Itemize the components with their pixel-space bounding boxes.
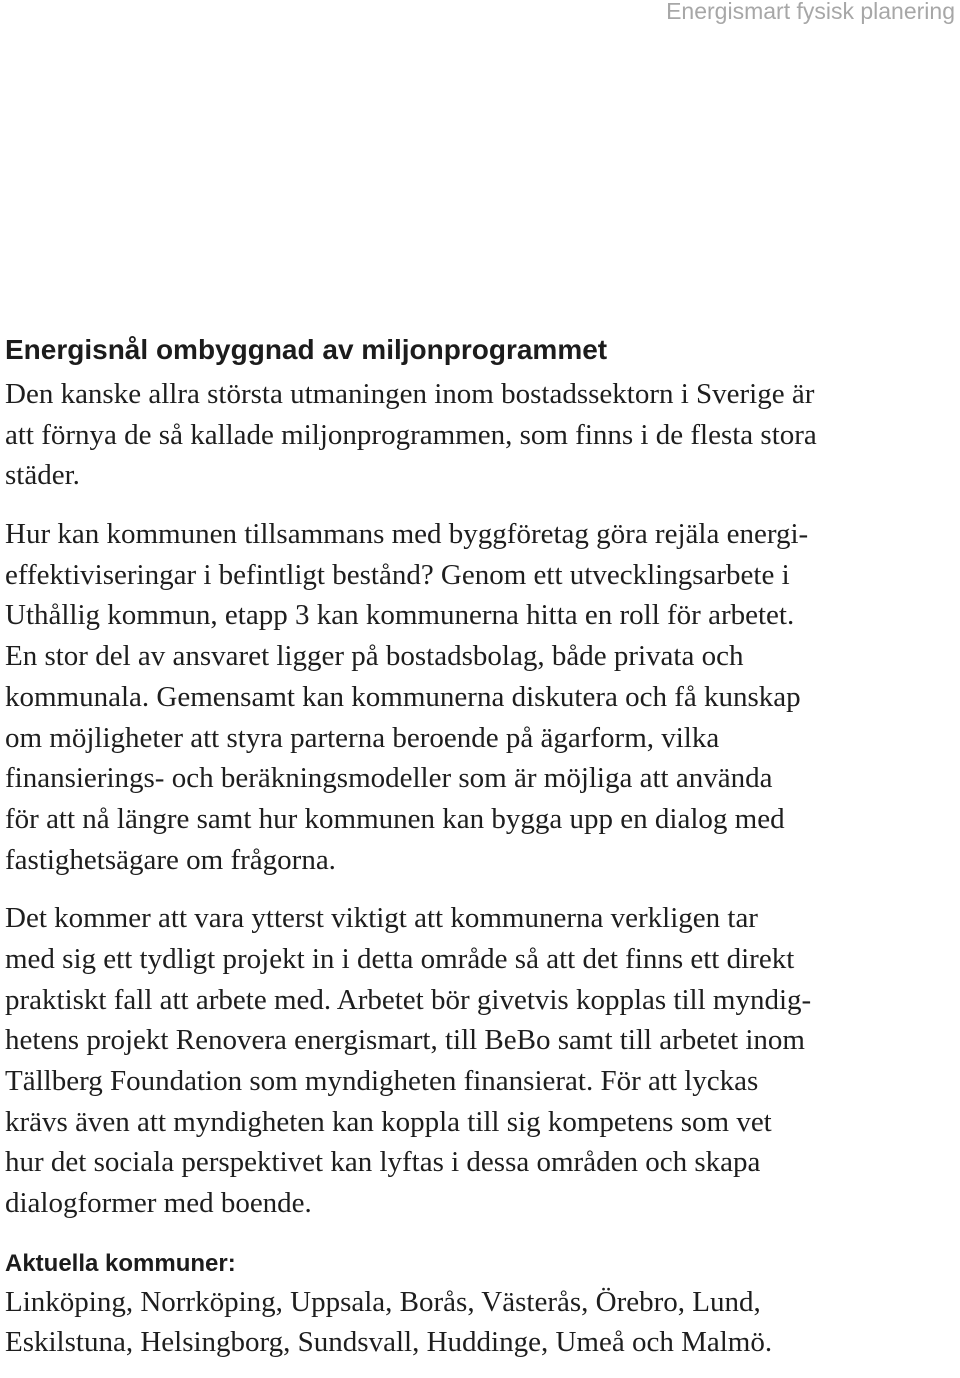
- paragraph-intro: [5, 374, 955, 496]
- text-line: praktiskt fall att arbete med. Arbetet bör givetvis kopplas till myndig-: [5, 983, 812, 1016]
- section-heading: Energisnål ombyggnad av miljonprogrammet: [5, 334, 608, 365]
- text-line: Uthållig kommun, etapp 3 kan kommunerna hitta en roll för arbetet.: [5, 599, 795, 632]
- text-line: Eskilstuna, Helsingborg, Sundsvall, Huddinge, Umeå och Malmö.: [5, 1326, 773, 1359]
- text-line: att förnya de så kallade miljonprogrammen, som finns i de flesta stora: [5, 418, 817, 451]
- main-content: [5, 330, 955, 1363]
- paragraph-municipal-role: [5, 514, 955, 880]
- text-line: Den kanske allra största utmaningen inom bostadssektorn i Sverige är: [5, 378, 815, 410]
- text-line: kommunala. Gemensamt kan kommunerna diskutera och få kunskap: [5, 680, 801, 713]
- text-line: Hur kan kommunen tillsammans med byggföretag göra rejäla energi-: [5, 518, 809, 551]
- text-line: fastighetsägare om frågorna.: [5, 843, 336, 876]
- text-line: Det kommer att vara ytterst viktigt att kommunerna verkligen tar: [5, 902, 758, 935]
- text-line: för att nå längre samt hur kommunen kan bygga upp en dialog med: [5, 802, 785, 835]
- text-line: krävs även att myndigheten kan koppla till sig kompetens som vet: [5, 1105, 772, 1138]
- text-line: finansierings- och beräkningsmodeller som är möjliga att använda: [5, 762, 773, 795]
- paragraph-project-links: [5, 898, 955, 1224]
- text-line: Linköping, Norrköping, Uppsala, Borås, Västerås, Örebro, Lund,: [5, 1285, 761, 1318]
- text-line: En stor del av ansvaret ligger på bostadsbolag, både privata och: [5, 640, 744, 673]
- text-line: hetens projekt Renovera energismart, till BeBo samt till arbetet inom: [5, 1024, 805, 1057]
- text-line: med sig ett tydligt projekt in i detta område så att det finns ett direkt: [5, 942, 795, 975]
- municipalities-list: [5, 1282, 955, 1363]
- municipalities-heading: Aktuella kommuner:: [5, 1249, 236, 1277]
- text-line: dialogformer med boende.: [5, 1187, 312, 1220]
- running-header: Energismart fysisk planering: [666, 0, 955, 24]
- text-line: hur det sociala perspektivet kan lyftas i dessa områden och skapa: [5, 1146, 761, 1179]
- text-line: städer.: [5, 459, 80, 492]
- text-line: Tällberg Foundation som myndigheten finansierat. För att lyckas: [5, 1065, 759, 1097]
- text-line: effektiviseringar i befintligt bestånd? Genom ett utvecklingsarbete i: [5, 558, 790, 591]
- text-line: om möjligheter att styra parterna beroende på ägarform, vilka: [5, 721, 720, 754]
